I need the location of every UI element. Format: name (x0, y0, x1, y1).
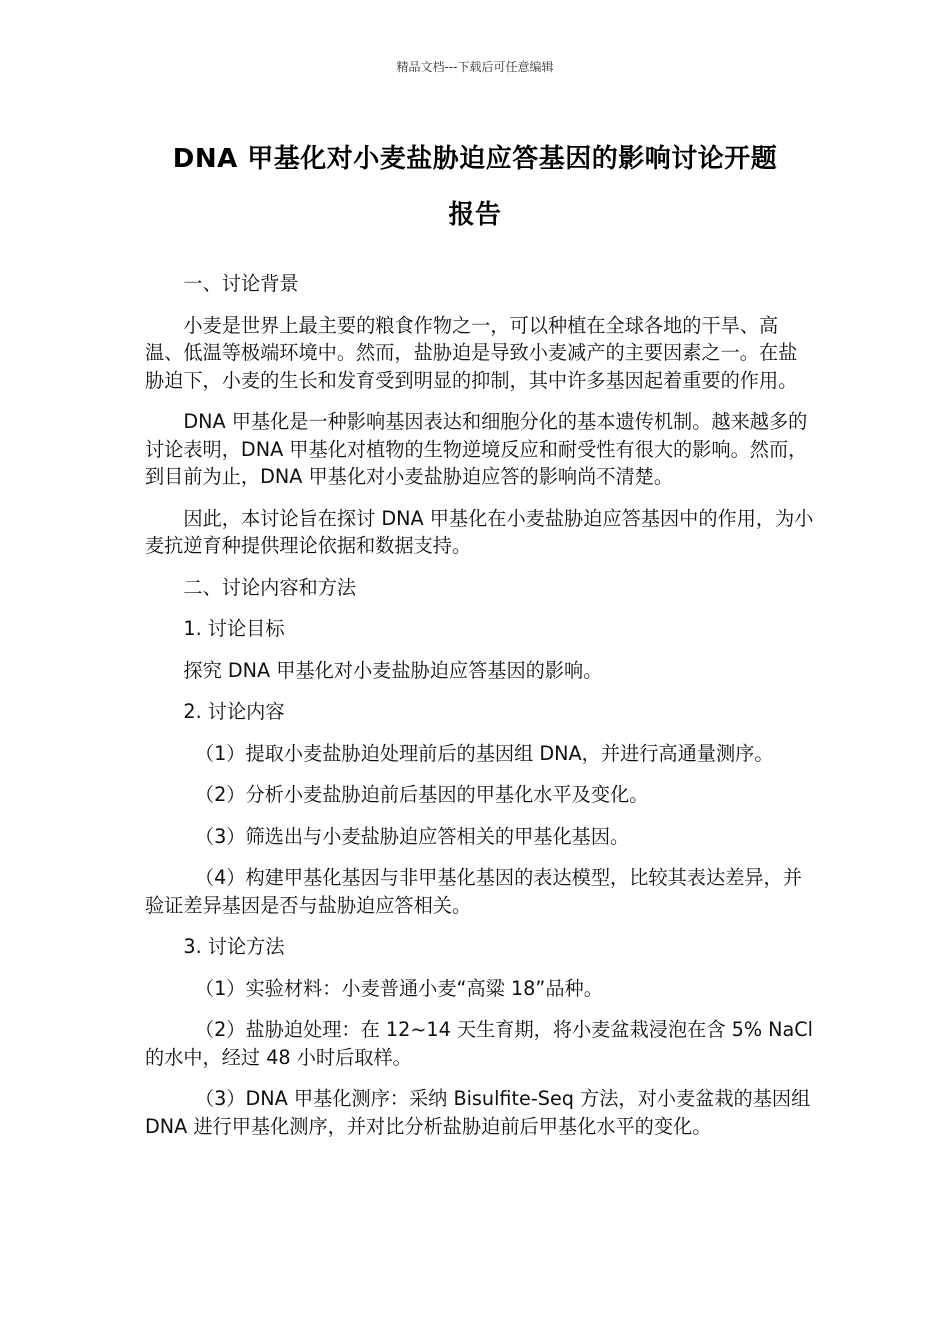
method-item-3: （3）DNA 甲基化测序：采纳 Bisulfite-Seq 方法，对小麦盆栽的基因组 DNA 进行甲基化测序，并对比分析盐胁迫前后甲基化水平的变化。 (145, 1087, 811, 1138)
background-paragraph-1: 小麦是世界上最主要的粮食作物之一，可以种植在全球各地的干旱、高温、低温等极端环境中。然而，盐胁迫是导致小麦减产的主要因素之一。在盐胁迫下，小麦的生长和发育受到明显的抑制，其中许多基因起着重要的作用。 (145, 313, 798, 392)
method-item-2: （2）盐胁迫处理：在 12~14 天生育期，将小麦盆栽浸泡在含 5% NaCl 的水中，经过 48 小时后取样。 (145, 1018, 814, 1069)
document-body (145, 270, 815, 1154)
section-1-heading: 一、讨论背景 (183, 272, 299, 295)
content-item-1: （1）提取小麦盐胁迫处理前后的基因组 DNA，并进行高通量测序。 (194, 741, 774, 765)
content-item-2: （2）分析小麦盐胁迫前后基因的甲基化水平及变化。 (194, 783, 649, 806)
method-item-1: （1）实验材料：小麦普通小麦“高粱 18”品种。 (194, 976, 603, 1000)
header-note: 精品文档---下载后可任意编辑 (396, 60, 554, 74)
background-paragraph-3: 因此，本讨论旨在探讨 DNA 甲基化在小麦盐胁迫应答基因中的作用，为小麦抗逆育种提供理论依据和数据支持。 (145, 506, 814, 557)
background-paragraph-2: DNA 甲基化是一种影响基因表达和细胞分化的基本遗传机制。越来越多的讨论表明，DNA 甲基化对植物的生物逆境反应和耐受性有很大的影响。然而，到目前为止，DNA 甲基化对小麦盐胁迫应答的影响尚不清楚。 (145, 410, 808, 488)
method-heading: 3. 讨论方法 (183, 935, 285, 958)
goal-text: 探究 DNA 甲基化对小麦盐胁迫应答基因的影响。 (183, 658, 603, 682)
document-title-line-1: DNA 甲基化对小麦盐胁迫应答基因的影响讨论开题 (172, 144, 778, 174)
goal-heading: 1. 讨论目标 (183, 617, 285, 640)
section-2-heading: 二、讨论内容和方法 (183, 575, 357, 599)
document-title-line-2: 报告 (448, 200, 502, 230)
content-item-4: （4）构建甲基化基因与非甲基化基因的表达模型，比较其表达差异，并验证差异基因是否与盐胁迫应答相关。 (145, 866, 802, 917)
content-item-3: （3）筛选出与小麦盐胁迫应答相关的甲基化基因。 (194, 824, 630, 848)
content-heading: 2. 讨论内容 (183, 700, 285, 723)
